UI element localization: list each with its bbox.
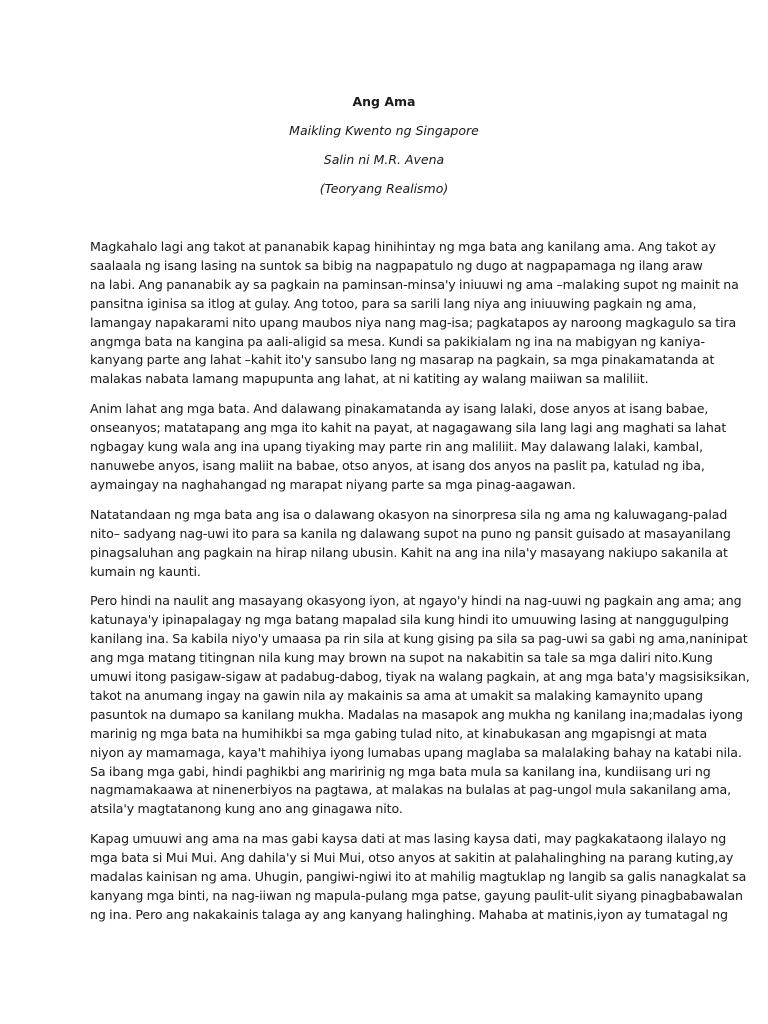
paragraph-line: nanuwebe anyos, isang maliit na babae, otso anyos, at isang dos anyos na paslit pa, katulad ng iba, bbox=[90, 457, 705, 473]
paragraph-line: niyon ay mamamaga, kaya't mahihiya iyong lumabas upang maglaba sa malalaking bahay na katabi nila. bbox=[90, 744, 742, 760]
paragraph-line: onseanyos; matatapang ang mga ito kahit na payat, at nagagawang sila lang lagi ang maghati sa lahat bbox=[90, 420, 727, 436]
document-subtitle: Maikling Kwento ng Singapore bbox=[289, 123, 479, 138]
paragraph-line: Natatandaan ng mga bata ang isa o dalawang okasyon na sinorpresa sila ng ama ng kaluwagang-palad bbox=[90, 506, 728, 522]
story-paragraph bbox=[90, 830, 747, 925]
paragraph-line: ngbagay kung wala ang ina upang tiyaking may parte rin ang maliliit. May dalawang lalaki, kambal, bbox=[90, 439, 703, 455]
paragraph-line: katunaya'y ipinapalagay ng mga batang mapalad sila kung hindi ito umuuwing lasing at nanggugulping bbox=[90, 612, 729, 628]
paragraph-line: kumain ng kaunti. bbox=[90, 563, 201, 579]
paragraph-line: pasuntok na dumapo sa kanilang mukha. Madalas na masapok ang mukha ng kanilang ina;madalas iyong bbox=[90, 706, 743, 722]
literary-theory-label: (Teoryang Realismo) bbox=[319, 181, 449, 196]
paragraph-line: lamangay napakarami nito upang maubos niya nang mag-isa; pagkatapos ay naroong magkagulo sa tira bbox=[90, 314, 737, 330]
story-body bbox=[90, 238, 750, 936]
paragraph-line: ng ina. Pero ang nakakainis talaga ay ang kanyang halinghing. Mahaba at matinis,iyon ay tumatagal ng bbox=[90, 906, 728, 922]
paragraph-line: nito– sadyang nag-uwi ito para sa kanila ng dalawang supot na puno ng pansit guisado at masayanilang bbox=[90, 525, 731, 541]
document-title: Ang Ama bbox=[352, 94, 416, 109]
story-paragraph bbox=[90, 592, 750, 819]
paragraph-line: umuwi itong pasigaw-sigaw at padabug-dabog, tiyak na walang pagkain, at ang mga bata'y magsisiksikan, bbox=[90, 669, 750, 685]
paragraph-line: madalas kainisan ng ama. Uhugin, pangiwi-ngiwi ito at mahilig magtuklap ng langib sa galis nanagkalat sa bbox=[90, 869, 747, 885]
story-paragraph bbox=[90, 238, 739, 389]
paragraph-line: angmga bata na kangina pa aali-aligid sa mesa. Kundi sa pakikialam ng ina na mabigyan ng kaniya- bbox=[90, 333, 705, 349]
story-paragraph bbox=[90, 506, 731, 582]
paragraph-line: marinig ng mga bata na humihikbi sa mga gabing tulad nito, at kinabukasan ang mgapisngi at mata bbox=[90, 725, 708, 741]
paragraph-line: Pero hindi na naulit ang masayang okasyong iyon, at ngayo'y hindi na nag-uuwi ng pagkain ang ama; ang bbox=[90, 593, 742, 609]
paragraph-line: kanyang mga binti, na nag-iiwan ng mapula-pulang mga patse, gayung paulit-ulit siyang pinagbabawalan bbox=[90, 888, 743, 903]
paragraph-line: Magkahalo lagi ang takot at pananabik kapag hinihintay ng mga bata ang kanilang ama. Ang takot ay bbox=[90, 239, 716, 254]
paragraph-line: Sa ibang mga gabi, hindi paghikbi ang maririnig ng mga bata mula sa kanilang ina, kundiisang uri ng bbox=[90, 763, 711, 779]
paragraph-line: mga bata si Mui Mui. Ang dahila'y si Mui Mui, otso anyos at sakitin at palahalinghing na parang kuting,ay bbox=[90, 850, 734, 866]
paragraph-line: Anim lahat ang mga bata. And dalawang pinakamatanda ay isang lalaki, dose anyos at isang babae, bbox=[90, 401, 709, 417]
paragraph-line: atsila'y magtatanong kung ano ang ginagawa nito. bbox=[90, 801, 403, 817]
story-paragraph bbox=[90, 400, 727, 495]
paragraph-line: ang mga matang titingnan nila kung may brown na supot na nakabitin sa tale sa mga daliri nito.Kung bbox=[90, 650, 713, 666]
paragraph-line: saalaala ng isang lasing na suntok sa bibig na nagpapatulo ng dugo at nagpapamaga ng ilang araw bbox=[90, 257, 703, 273]
paragraph-line: takot na anumang ingay na gawin nila ay makainis sa ama at umakit sa malaking kamaynito upang bbox=[90, 687, 703, 703]
paragraph-line: nagmamakaawa at ninenerbiyos na pagtawa, at malakas na bulalas at pag-ungol mula sakanilang ama, bbox=[90, 782, 732, 798]
paragraph-line: na labi. Ang pananabik ay sa pagkain na paminsan-minsa'y iniuuwi ng ama –malaking supot ng mainit na bbox=[90, 276, 739, 292]
translator-credit: Salin ni M.R. Avena bbox=[323, 152, 445, 167]
paragraph-line: aymaingay na naghahangad ng marapat niyang parte sa mga pinag-aagawan. bbox=[90, 476, 576, 492]
paragraph-line: malakas nabata lamang mapupunta ang lahat, at ni katiting ay walang maiiwan sa maliliit. bbox=[90, 371, 649, 387]
paragraph-line: kanyang parte ang lahat –kahit ito'y sansubo lang ng masarap na pagkain, sa mga pinakamatanda at bbox=[90, 352, 715, 368]
paragraph-line: Kapag umuuwi ang ama na mas gabi kaysa dati at mas lasing kaysa dati, may pagkakataong ilalayo ng bbox=[90, 831, 727, 847]
paragraph-line: pinagsaluhan ang pagkain na hirap nilang ubusin. Kahit na ang ina nila'y masayang nakiupo sakanila at bbox=[90, 544, 728, 560]
paragraph-line: kanilang ina. Sa kabila niyo'y umaasa pa rin sila at kung gising pa sila sa pag-uwi sa gabi ng ama,naninipat bbox=[90, 631, 748, 647]
paragraph-line: pansitna iginisa sa itlog at gulay. Ang totoo, para sa sarili lang niya ang iniuuwing pagkain ng ama, bbox=[90, 295, 697, 311]
